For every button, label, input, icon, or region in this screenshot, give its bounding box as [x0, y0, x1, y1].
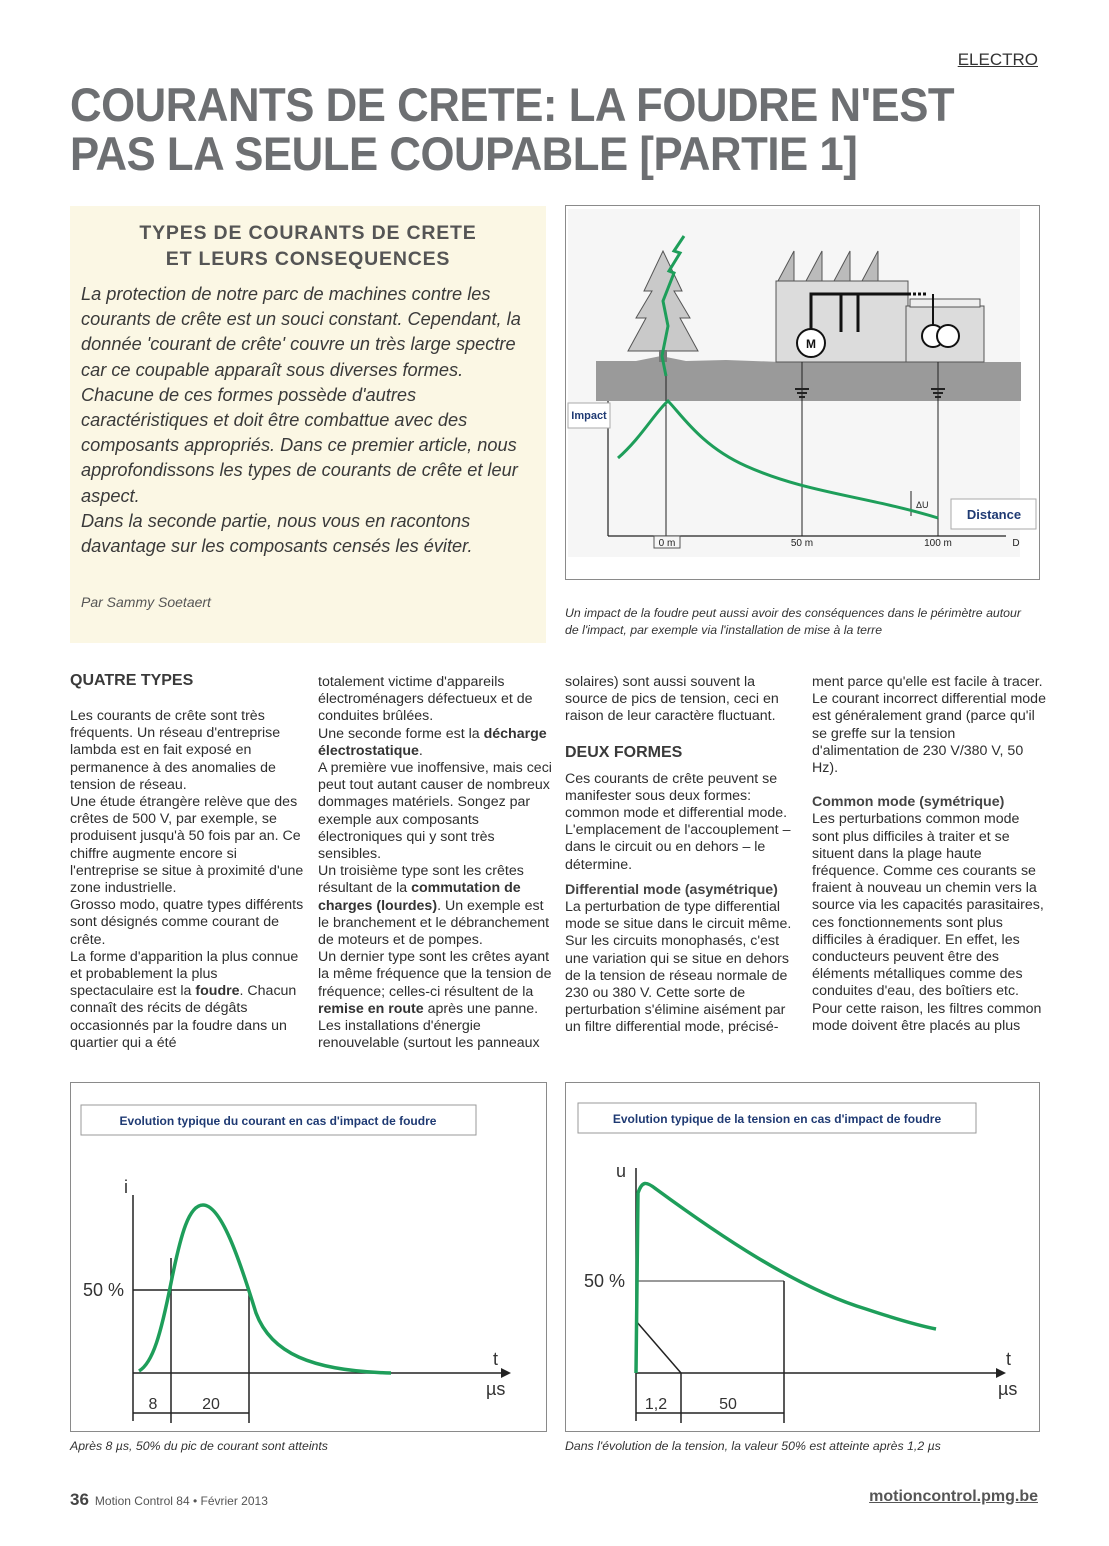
page-number: 36: [70, 1490, 89, 1509]
current-tick-8: 8: [148, 1396, 158, 1413]
intro-box: [70, 206, 546, 643]
col2-paragraph-1: totalement victime d'appareils électroménagers défectueux et de conduites brûlées.: [318, 674, 533, 725]
voltage-title: Evolution typique de la tension en cas d'impact de foudre: [612, 1112, 942, 1126]
text-column-3: [565, 674, 799, 1037]
intro-heading: [70, 220, 546, 272]
figure-caption-current: Après 8 µs, 50% du pic de courant sont atteints: [70, 1439, 328, 1453]
col4-paragraph-3: Les perturbations common mode sont plus difficiles à traiter et se situent dans la plage haute fréquence. Comme ces courants se fraient à nouveau un chemin vers la source via les capacités parasitaires, ces fonctionnements sont plus difficiles à éradiquer. En effet, les conducteurs peuvent être des éléments métalliques comme des conduites d'eau, des boîtiers etc. Pour cette raison, les filtres common mode doivent être placés au plus: [812, 811, 1044, 1034]
motor-icon: [797, 329, 825, 357]
emphasis-remise: remise en route: [318, 1000, 424, 1017]
section-heading-quatre-types: QUATRE TYPES: [70, 672, 194, 689]
subheading-differential-mode: Differential mode (asymétrique): [565, 881, 778, 898]
current-50-label: 50 %: [83, 1280, 125, 1300]
intro-heading-line2: ET LEURS CONSEQUENCES: [165, 248, 451, 270]
page-title: COURANTS DE CRETE: LA FOUDRE N'EST PAS LA SEULE COUPABLE [PARTIE 1]: [70, 78, 955, 180]
intro-paragraph-1: La protection de notre parc de machines contre les courants de crête est un souci constant. Cependant, la donnée 'courant de crête' couvre un très large spectre car ce coupable apparaît sous diverses formes.: [81, 284, 521, 380]
tick-label-100: 100 m: [924, 538, 952, 549]
current-us-label: µs: [486, 1379, 506, 1399]
current-title: Evolution typique du courant en cas d'impact de foudre: [119, 1114, 437, 1128]
voltage-diagram: [566, 1083, 1039, 1431]
current-diagram: [71, 1083, 546, 1431]
current-x-arrow: [501, 1368, 511, 1378]
transformer-station-icon: [906, 294, 984, 362]
col3-paragraph-2: Ces courants de crête peuvent se manifester sous deux formes: common mode et differential mode. L'emplacement de l'accouplement – dans le circuit ou en dehors – le détermine.: [565, 770, 791, 873]
voltage-y-label: u: [616, 1161, 627, 1181]
delta-u-label: ΔU: [916, 500, 929, 510]
current-figure: [70, 1082, 547, 1432]
col1-paragraph-4: La forme d'apparition la plus connue et probablement la plus spectaculaire est la foudre. Chacun connaît des récits de dégâts occasionnés par la foudre dans un quartier qui a été: [70, 948, 299, 1051]
current-tick-20: 20: [202, 1396, 220, 1413]
tick-label-50: 50 m: [790, 538, 814, 549]
col1-paragraph-3: Grosso modo, quatre types différents sont désignés comme courant de crête.: [70, 897, 304, 948]
text-column-4: [812, 674, 1046, 1035]
col2-paragraph-5: Un dernier type sont les crêtes ayant la même fréquence que la tension de fréquence; celles-ci résultent de la remise en route après une panne. Les installations d'énergie renouvelable (surtout les panneaux: [318, 949, 552, 1052]
current-t-label: t: [493, 1349, 499, 1369]
col3-paragraph-1: solaires) sont aussi souvent la source de pics de tension, ceci en raison de leur caractère fluctuant.: [565, 674, 779, 725]
figure-caption-top: Un impact de la foudre peut aussi avoir des conséquences dans le périmètre autour de l'impact, par exemple via l'installation de mise à la terre: [565, 606, 1021, 637]
voltage-curve: [636, 1183, 936, 1373]
col2-paragraph-3: A première vue inoffensive, mais ceci peut tout autant causer de nombreux dommages matériels. Songez par exemple aux composants électroniques qui y sont très sensibles.: [318, 760, 552, 863]
voltage-x-arrow: [996, 1368, 1006, 1378]
current-curve: [139, 1205, 391, 1373]
col4-paragraph-1: ment parce qu'elle est facile à tracer.: [812, 674, 1043, 690]
col2-paragraph-2: Une seconde forme est la décharge électrostatique.: [318, 725, 547, 759]
col2-paragraph-4: Un troisième type sont les crêtes résultant de la commutation de charges (lourdes). Un exemple est le branchement et le débranchement de moteurs et de pompes.: [318, 863, 550, 949]
intro-paragraph-3: Dans la seconde partie, nous vous en racontons davantage sur les composants censés les éviter.: [81, 510, 473, 557]
distance-label: Distance: [966, 507, 1022, 522]
voltage-tick-1-2: 1,2: [644, 1396, 668, 1413]
motor-label: M: [806, 337, 816, 351]
voltage-figure: [565, 1082, 1040, 1432]
intro-heading-line1: TYPES DE COURANTS DE CRETE: [139, 222, 477, 244]
voltage-tick-50: 50: [719, 1396, 737, 1413]
col1-paragraph-1: Les courants de crête sont très fréquents. Un réseau d'entreprise lambda est en fait exposé en permanence à des anomalies de tension de réseau.: [70, 708, 281, 793]
emphasis-decharge: décharge électrostatique: [318, 725, 547, 759]
emphasis-foudre: foudre: [195, 983, 240, 1000]
website-link[interactable]: motioncontrol.pmg.be: [869, 1488, 1038, 1505]
voltage-us-label: µs: [998, 1379, 1018, 1399]
col4-paragraph-2: Le courant incorrect differential mode est généralement grand (parce qu'il se greffe sur la tension d'alimentation de 230 V/380 V, 50 Hz).: [812, 691, 1046, 777]
footer-issue: [70, 1490, 268, 1510]
text-column-1: [70, 671, 304, 1052]
lightning-impact-diagram: [566, 206, 1039, 579]
subheading-common-mode: Common mode (symétrique): [812, 794, 1005, 811]
voltage-50-label: 50 %: [584, 1271, 626, 1291]
lightning-impact-figure: [565, 205, 1040, 580]
col1-paragraph-2: Une étude étrangère relève que des crêtes de 500 V, par exemple, se produisent jusqu'à 50 fois par an. Ce chiffre augmente encore si l'entreprise se situe à proximité d'une zone industrielle.: [70, 794, 304, 897]
figure-caption-voltage: Dans l'évolution de la tension, la valeur 50% est atteinte après 1,2 µs: [565, 1439, 941, 1453]
tick-label-d: D: [1012, 538, 1020, 549]
section-heading-deux-formes: DEUX FORMES: [565, 743, 683, 761]
voltage-t-label: t: [1006, 1349, 1012, 1369]
byline: Par Sammy Soetaert: [81, 594, 211, 610]
current-y-label: i: [124, 1177, 128, 1197]
issue-info: Motion Control 84 • Février 2013: [94, 1494, 268, 1508]
intro-text: [81, 282, 531, 559]
emphasis-commutation: commutation de charges (lourdes): [318, 880, 521, 914]
col3-paragraph-3: La perturbation de type differential mode se situe dans le circuit même. Sur les circuits monophasés, c'est une variation qui se situe en dehors de la tension de réseau normale de 230 ou 380 V. Cette sorte de perturbation s'élimine aisément par un filtre differential mode, précisé-: [565, 899, 792, 1036]
intro-paragraph-2: Chacune de ces formes possède d'autres caractéristiques et doit être combattue avec des composants appropriés. Dans ce premier article, nous approfondissons les types de courants de crête et leur aspect.: [81, 384, 518, 506]
section-tag: ELECTRO: [957, 50, 1038, 69]
voltage-rise-line: [636, 1321, 681, 1373]
tick-label-0: 0 m: [658, 538, 676, 549]
text-column-2: [318, 674, 552, 1052]
impact-label: Impact: [571, 410, 607, 422]
ground-strip: [596, 356, 1021, 401]
